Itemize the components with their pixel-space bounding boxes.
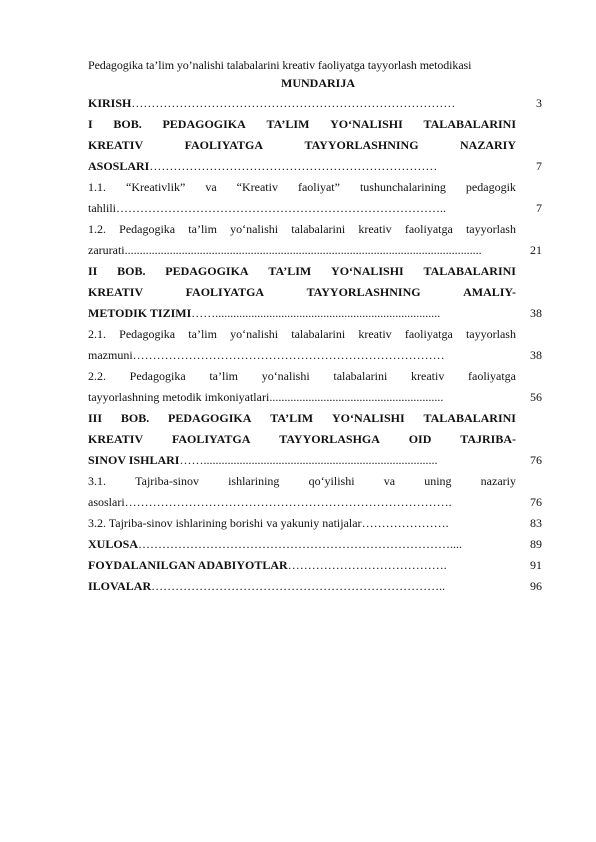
page-number: 83 [530,516,542,530]
toc-entry-label: ASOSLARI [88,159,150,173]
toc-entry-line: 1.1. “Kreativlik” va “Kreativ faoliyat” tushunchalarining pedagogik [88,180,516,194]
page-number: 96 [530,579,542,593]
toc-entry-line [88,345,516,366]
toc-entry-label: tayyorlashning metodik imkoniyatlari [88,390,270,404]
toc-entry-s21[interactable] [88,324,544,366]
toc-entry-label: 3.2. Tajriba-sinov ishlarining borishi va yakuniy natijalar [88,516,362,530]
leader-dots: …………………………………………………………………… [132,348,445,362]
toc-entry-label: tahlili [88,201,116,215]
toc-entry-line [88,534,516,555]
toc-entry-line [88,513,516,534]
page-title: MUNDARIJA [281,76,355,90]
leader-dots: ……………………………………………………………………….. [116,201,446,215]
toc-entry-label: zarurati [88,243,125,257]
toc-entry-bob2[interactable] [88,261,544,324]
leader-dots: …………………………………. [287,558,447,572]
toc-entry-line [88,198,516,219]
toc-entry-line [88,156,516,177]
toc-entry-line [88,303,516,324]
toc-entry-bob1[interactable] [88,114,544,177]
toc-entry-label: ILOVALAR [88,579,152,593]
toc-entry-line: I BOB. PEDAGOGIKA TA’LIM YO‘NALISHI TALABALARINI [88,117,516,131]
table-of-contents [88,93,544,597]
leader-dots: …….............................................................................. [179,453,438,467]
leader-dots: ……………………………………………………………………… [131,96,456,110]
toc-entry-ilovalar[interactable] [88,576,544,597]
page-number: 7 [536,201,542,215]
toc-entry-line [88,93,516,114]
toc-entry-kirish[interactable] [88,93,544,114]
toc-entry-s32[interactable] [88,513,544,534]
toc-entry-line [88,240,516,261]
page-number: 91 [530,558,542,572]
toc-entry-line: 3.1. Tajriba-sinov ishlarining qo‘yilishi va uning nazariy [88,474,516,488]
toc-entry-line [88,492,516,513]
toc-entry-line [88,576,516,597]
toc-entry-label: asoslari [88,495,125,509]
leader-dots: ....................................................................................................................... [124,243,482,257]
toc-entry-foydalanilgan[interactable] [88,555,544,576]
toc-entry-line: III BOB. PEDAGOGIKA TA’LIM YO‘NALISHI TALABALARINI [88,411,516,425]
leader-dots: .......................................................... [269,390,444,404]
page-number: 76 [530,495,542,509]
leader-dots: ………………………………………………………………………. [124,495,452,509]
toc-entry-line: 2.2. Pedagogika ta’lim yo‘nalishi talabalarini kreativ faoliyatga [88,369,516,383]
toc-entry-line: KREATIV FAOLIYATGA TAYYORLASHGA OID TAJRIBA- [88,432,516,446]
toc-entry-line [88,387,516,408]
toc-entry-s12[interactable] [88,219,544,261]
leader-dots: …………………………………………………………………….... [138,537,463,551]
toc-entry-line: 1.2. Pedagogika ta’lim yo‘nalishi talabalarini kreativ faoliyatga tayyorlash [88,222,516,236]
page-number: 76 [530,453,542,467]
leader-dots: ……........................................................................... [191,306,441,320]
document-subtitle: Pedagogika ta’lim yo’nalishi talabalarini kreativ faoliyatga tayyorlash metodikasi [88,58,472,72]
page-number: 21 [530,243,542,257]
toc-entry-label: SINOV ISHLARI [88,453,180,467]
page-number: 38 [530,348,542,362]
toc-entry-xulosa[interactable] [88,534,544,555]
toc-entry-line: 2.1. Pedagogika ta’lim yo‘nalishi talabalarini kreativ faoliyatga tayyorlash [88,327,516,341]
page-number: 56 [530,390,542,404]
leader-dots: ……………………………………………………………… [149,159,438,173]
toc-entry-label: mazmuni [88,348,133,362]
toc-entry-s22[interactable] [88,366,544,408]
toc-entry-line [88,450,516,471]
toc-entry-line [88,555,516,576]
toc-entry-line: II BOB. PEDAGOGIKA TA’LIM YO‘NALISHI TALABALARINI [88,264,516,278]
toc-entry-label: FOYDALANILGAN ADABIYOTLAR [88,558,288,572]
page-number: 7 [536,159,542,173]
toc-entry-line: KREATIV FAOLIYATGA TAYYORLASHNING NAZARIY [88,138,516,152]
toc-entry-label: XULOSA [88,537,139,551]
page-number: 38 [530,306,542,320]
toc-entry-label: KIRISH [88,96,132,110]
toc-entry-s31[interactable] [88,471,544,513]
leader-dots: ……………………………………………………………….. [151,579,446,593]
page-number: 89 [530,537,542,551]
toc-entry-line: KREATIV FAOLIYATGA TAYYORLASHNING AMALIY- [88,285,516,299]
toc-entry-bob3[interactable] [88,408,544,471]
toc-entry-label: METODIK TIZIMI [88,306,192,320]
leader-dots: …………………. [361,516,449,530]
toc-entry-s11[interactable] [88,177,544,219]
page-number: 3 [536,96,542,110]
